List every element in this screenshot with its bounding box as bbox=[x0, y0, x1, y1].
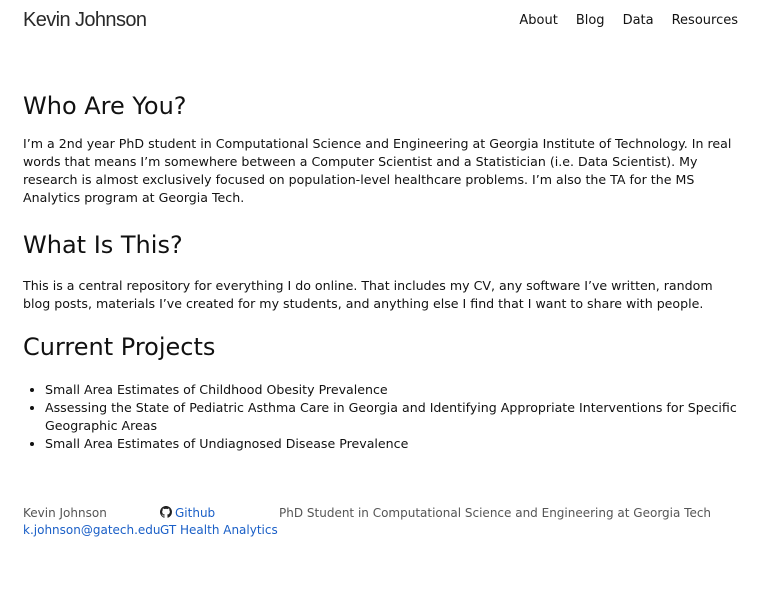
list-item: • Small Area Estimates of Undiagnosed Disease Prevalence bbox=[45, 435, 739, 453]
github-icon bbox=[160, 506, 172, 518]
gt-health-analytics-link[interactable]: GT Health Analytics bbox=[160, 523, 278, 537]
github-link[interactable] bbox=[160, 505, 278, 522]
footer-name: Kevin Johnson bbox=[23, 506, 107, 520]
projects-heading: Current Projects bbox=[23, 333, 216, 361]
main-nav bbox=[501, 13, 738, 28]
projects-list bbox=[23, 381, 739, 453]
who-heading: Who Are You? bbox=[23, 92, 187, 120]
list-item: • Small Area Estimates of Childhood Obesity Prevalence bbox=[45, 381, 739, 399]
what-heading: What Is This? bbox=[23, 231, 183, 259]
site-title[interactable]: Kevin Johnson bbox=[23, 9, 147, 31]
who-paragraph: I’m a 2nd year PhD student in Computational Science and Engineering at Georgia Institute of Technology. In real words that means I’m somewhere between a Computer Scientist and a Statistician (i.e. Data Scientist). My research is almost exclusively focused on population-level healthcare problems. I’m also the TA for the MS Analytics program at Georgia Tech. bbox=[23, 136, 732, 205]
github-label: Github bbox=[175, 506, 216, 520]
site-header bbox=[23, 0, 738, 42]
footer-links bbox=[160, 505, 278, 539]
list-item: • Assessing the State of Pediatric Asthma Care in Georgia and Identifying Appropriate Interventions for Specific Geographic Areas bbox=[45, 399, 739, 435]
nav-blog[interactable]: Blog bbox=[575, 13, 605, 28]
footer-contact bbox=[23, 505, 161, 539]
footer-description: PhD Student in Computational Science and Engineering at Georgia Tech bbox=[279, 506, 712, 520]
nav-resources[interactable]: Resources bbox=[671, 13, 738, 28]
what-paragraph: This is a central repository for everything I do online. That includes my CV, any software I’ve written, random blog posts, materials I’ve created for my students, and anything else I find that I want to share with people. bbox=[23, 278, 713, 311]
nav-about[interactable]: About bbox=[519, 13, 558, 28]
nav-data[interactable]: Data bbox=[622, 13, 654, 28]
main-content bbox=[23, 88, 739, 453]
footer-email-link[interactable]: k.johnson@gatech.edu bbox=[23, 523, 161, 537]
